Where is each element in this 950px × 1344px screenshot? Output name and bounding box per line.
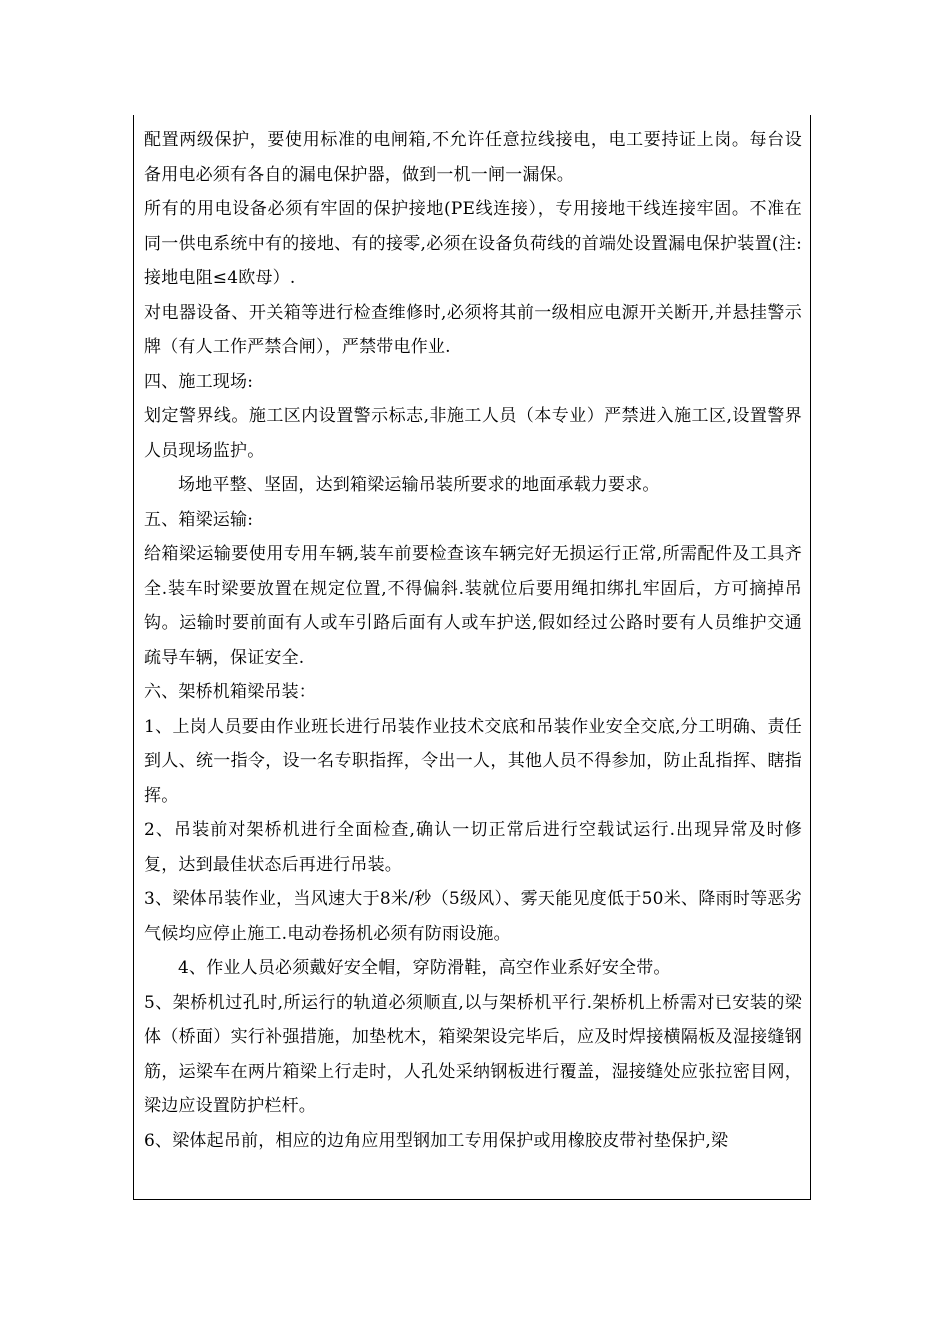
list-item-4: 4、作业人员必须戴好安全帽，穿防滑鞋，高空作业系好安全带。 (178, 958, 671, 978)
paragraph-grounding: 所有的用电设备必须有牢固的保护接地(PE线连接），专用接地干线连接牢固。不准在同一供电系统中有的接地、有的接零,必须在设备负荷线的首端处设置漏电保护装置(注:接地电阻≤4欧母）. (144, 199, 802, 288)
list-item-6: 6、梁体起吊前，相应的边角应用型钢加工专用保护或用橡胶皮带衬垫保护,梁 (144, 1130, 729, 1151)
heading-site: 四、施工现场: (144, 371, 254, 392)
list-item-5: 5、架桥机过孔时,所运行的轨道必须顺直,以与架桥机平行.架桥机上桥需对已安装的梁体（桥面）实行补强措施，加垫枕木，箱梁架设完毕后，应及时焊接横隔板及湿接缝钢筋，运梁车在两片箱梁上行走时，人孔处采纳钢板进行覆盖，湿接缝处应张拉密目网，梁边应设置防护栏杆。 (144, 992, 802, 1116)
list-item-3: 3、梁体吊装作业，当风速大于8米/秒（5级风）、雾天能见度低于50米、降雨时等恶劣气候均应停止施工.电动卷扬机必须有防雨设施。 (144, 889, 802, 944)
paragraph-electric-protection: 配置两级保护，要使用标准的电闸箱,不允许任意拉线接电，电工要持证上岗。每台设备用电必须有各自的漏电保护器，做到一机一闸一漏保。 (144, 130, 802, 185)
document-table-cell (133, 115, 811, 1200)
list-item-1: 1、上岗人员要由作业班长进行吊装作业技术交底和吊装作业安全交底,分工明确、责任到人、统一指令，设一名专职指挥，令出一人，其他人员不得参加，防止乱指挥、瞎指挥。 (144, 716, 802, 806)
heading-transport: 五、箱梁运输: (144, 509, 254, 530)
list-item-2: 2、吊装前对架桥机进行全面检查,确认一切正常后进行空载试运行.出现异常及时修复，达到最佳状态后再进行吊装。 (144, 820, 802, 875)
paragraph-warning-line: 划定警界线。施工区内设置警示标志,非施工人员（本专业）严禁进入施工区,设置警界人员现场监护。 (144, 406, 802, 461)
document-body (144, 123, 802, 1158)
paragraph-transport: 给箱梁运输要使用专用车辆,装车前要检查该车辆完好无损运行正常,所需配件及工具齐全.装车时梁要放置在规定位置,不得偏斜.装就位后要用绳扣绑扎牢固后，方可摘掉吊钩。运输时要前面有人或车引路后面有人或车护送,假如经过公路时要有人员维护交通疏导车辆，保证安全. (144, 544, 802, 668)
heading-bridge-erection: 六、架桥机箱梁吊装： (144, 682, 316, 702)
paragraph-ground-level: 场地平整、坚固，达到箱梁运输吊装所要求的地面承载力要求。 (178, 475, 660, 495)
paragraph-maintenance: 对电器设备、开关箱等进行检查维修时,必须将其前一级相应电源开关断开,并悬挂警示牌（有人工作严禁合闸），严禁带电作业. (144, 302, 802, 357)
